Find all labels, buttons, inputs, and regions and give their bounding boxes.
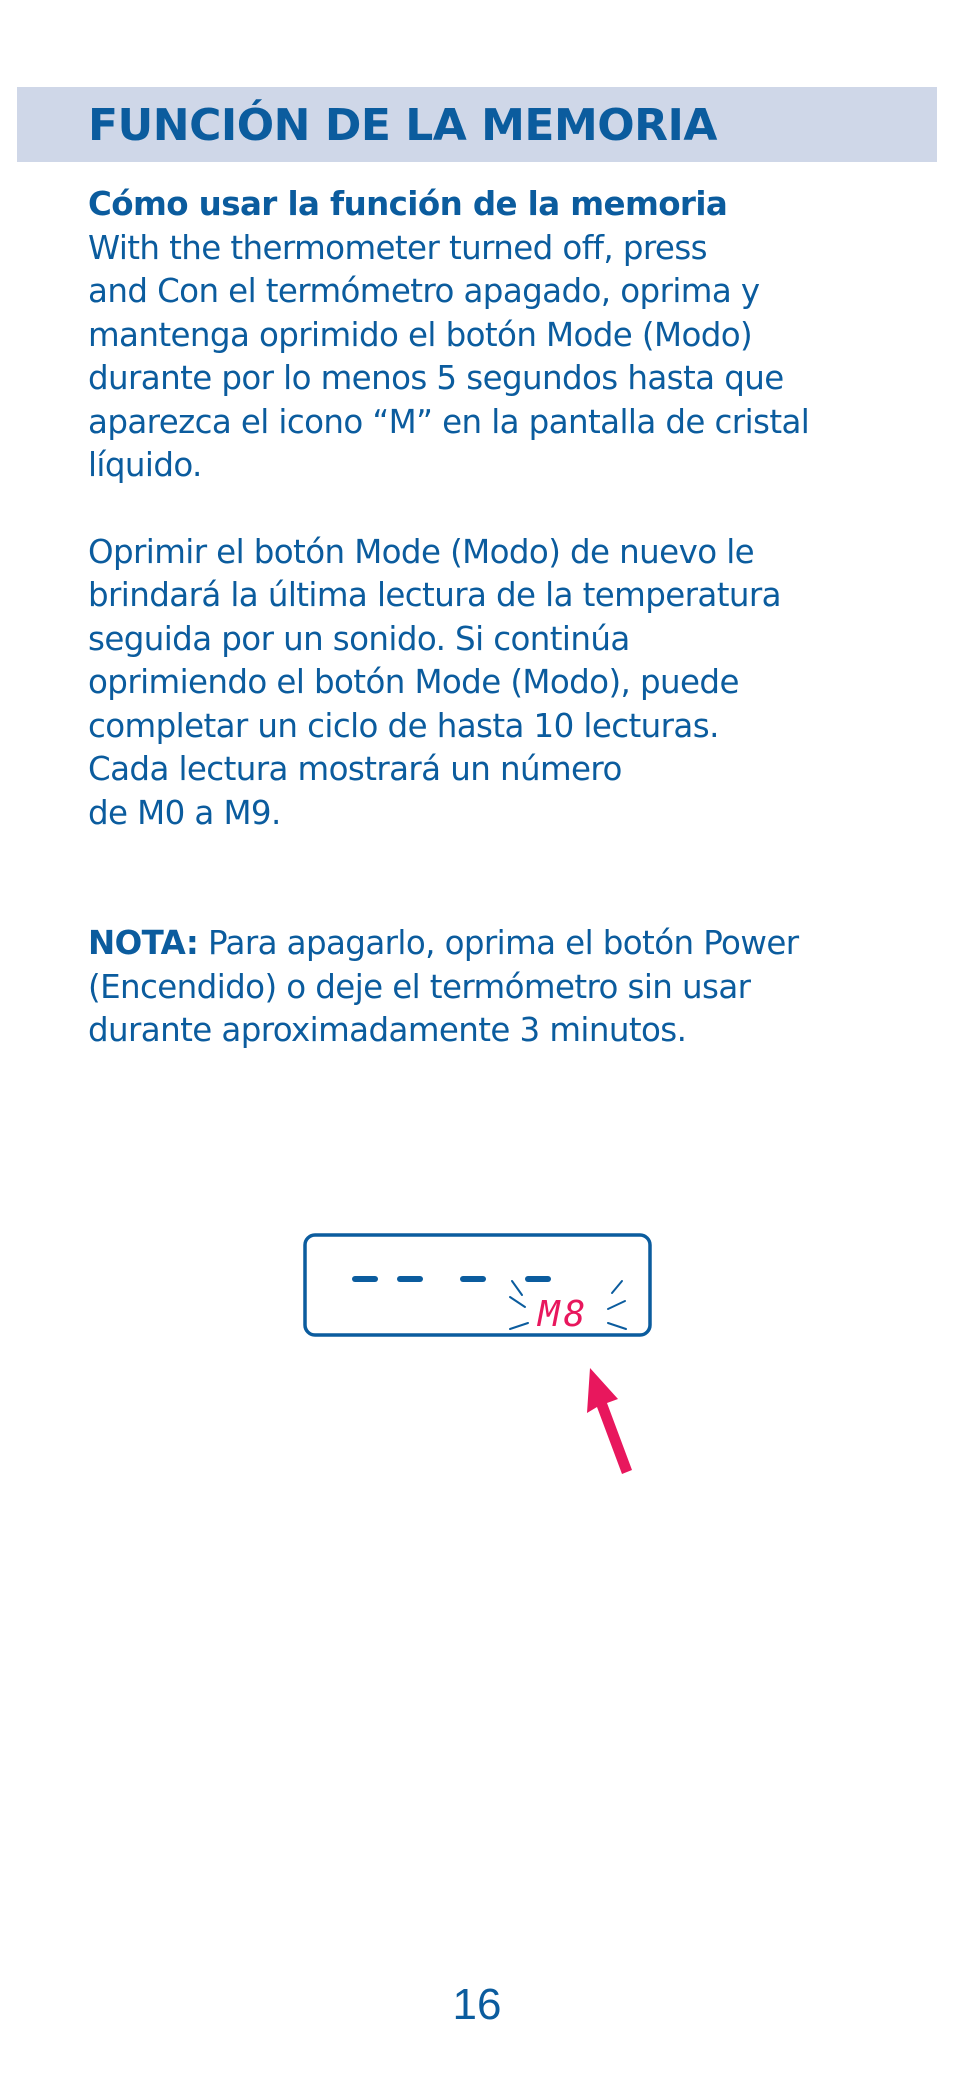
memory-indicator: M8 bbox=[538, 1294, 590, 1335]
paragraph-readings-cycle bbox=[88, 531, 908, 836]
text-line: brindará la última lectura de la temperatura bbox=[88, 576, 781, 614]
note-text: Para apagarlo, oprima el botón Power bbox=[198, 924, 799, 962]
note-paragraph bbox=[88, 922, 908, 1053]
subheading: Cómo usar la función de la memoria bbox=[88, 185, 728, 223]
text-line: completar un ciclo de hasta 10 lecturas. bbox=[88, 706, 719, 745]
text-line: seguida por un sonido. Si continúa bbox=[88, 619, 630, 658]
text-line: With the thermometer turned off, press bbox=[88, 228, 707, 267]
note-text: (Encendido) o deje el termómetro sin usar bbox=[88, 967, 751, 1006]
text-line: durante por lo menos 5 segundos hasta que bbox=[88, 359, 784, 397]
page-number: 16 bbox=[452, 1980, 502, 2029]
lcd-dash-readout bbox=[300, 1225, 548, 1279]
text-line: mantenga oprimido el botón Mode (Modo) bbox=[88, 315, 753, 354]
text-line: Cada lectura mostrará un número bbox=[88, 750, 622, 788]
instructions-body bbox=[88, 183, 908, 1053]
text-line: Oprimir el botón Mode (Modo) de nuevo le bbox=[88, 532, 755, 571]
text-line: líquido. bbox=[88, 446, 202, 484]
pointer-arrow-icon bbox=[587, 1368, 632, 1474]
page-title: FUNCIÓN DE LA MEMORIA bbox=[88, 100, 717, 151]
text-line: and Con el termómetro apagado, oprima y bbox=[88, 272, 760, 310]
text-line: oprimiendo el botón Mode (Modo), puede bbox=[88, 663, 739, 701]
text-line: aparezca el icono “M” en la pantalla de cristal bbox=[88, 402, 810, 441]
lcd-display-illustration bbox=[300, 1225, 660, 1485]
note-text: durante aproximadamente 3 minutos. bbox=[88, 1011, 687, 1049]
note-label: NOTA: bbox=[88, 924, 199, 962]
text-line: de M0 a M9. bbox=[88, 793, 281, 832]
lcd-frame bbox=[305, 1235, 650, 1335]
paragraph-how-to bbox=[88, 183, 908, 488]
